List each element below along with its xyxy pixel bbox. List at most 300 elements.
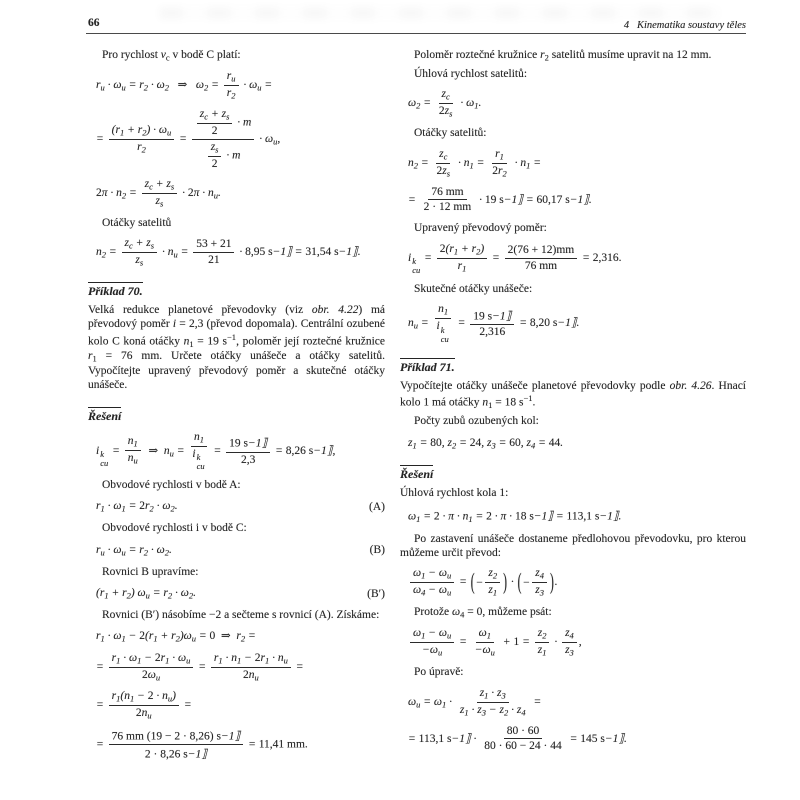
subscript [487,631,491,641]
text-run: −1⟧. [338,246,361,259]
numerator [211,652,291,668]
text-run: = [96,660,107,673]
text-run: = [418,317,432,330]
text-run: · π · [491,510,515,523]
text-run: = [180,698,192,711]
text-run: u [121,82,126,93]
fraction [535,627,550,658]
subscript [570,631,574,641]
text-run: . [554,576,558,589]
numerator [532,567,547,583]
text-run: . [168,543,172,556]
denominator [203,140,244,171]
text-run: n [194,430,200,443]
upright-run [507,725,540,737]
numerator [208,141,222,157]
upright-run [431,186,463,198]
text-run: · ω [240,79,258,92]
text-run: 2 [141,668,148,681]
paragraph [400,221,746,235]
text-run: = [245,738,259,751]
text-run: cu [440,333,449,344]
text-run: 76 mm [524,259,558,272]
text-run: z [488,584,493,597]
text-run: z [565,627,570,640]
math-line [400,507,746,525]
math-line [88,728,385,762]
fraction [109,652,194,683]
text-run: 1 [137,655,142,666]
text-run: ω [413,584,422,597]
text-run: 1 [442,699,447,710]
text-run: · ω [172,587,189,600]
text-run: Poloměr roztečné kružnice [414,49,541,61]
fraction [436,88,456,119]
text-run: r [497,164,503,177]
subscript [171,181,174,191]
text-run: z [210,140,216,153]
text-run: 145 s [580,732,605,745]
text-run: + r [157,630,176,643]
text-run: + r [124,123,143,136]
denominator [535,643,550,658]
text-run: 1 [100,503,105,514]
text-run: u [167,127,172,138]
text-run: · [446,695,455,708]
upright-run [286,445,313,457]
text-run: = 0, můžeme psát: [464,606,552,619]
text-run: Obvodové rychlosti i v bodě C: [102,522,247,535]
text-run: 18 s [514,510,534,523]
paragraph [400,67,746,81]
text-run: z [155,194,161,207]
text-run: −1⟧ [187,748,207,761]
upright-run [424,201,472,213]
text-run: k [196,452,201,463]
upright-run [525,260,557,272]
text-run: = 19 s [193,335,228,348]
math-line [400,567,746,598]
text-run: s [449,108,453,119]
text-run: 76 mm (19 − 2 · 8,26) s [111,730,221,743]
example-heading [88,282,385,299]
denominator [240,668,262,683]
italic-run [452,606,460,618]
superscript [227,332,236,342]
fraction [410,567,454,598]
upright-run [305,246,338,258]
text-run: 19 s [229,437,249,450]
text-run: z [444,105,450,118]
text-run: − [134,689,148,702]
page-number: 66 [88,17,100,29]
text-run: 2 [187,187,194,199]
subscript [521,707,525,717]
text-run: 1 [104,590,109,601]
italic-run [312,304,358,316]
text-run: Pro rychlost [102,49,161,61]
math-line [88,629,385,644]
text-run: Řešení [400,466,434,481]
text-run: r [213,651,219,664]
text-run: r [260,651,265,664]
text-run: = [125,500,140,513]
denominator [410,583,454,598]
text-run: −1⟧ = [533,510,567,523]
text-run: s [150,240,155,251]
text-run: 2 [436,164,443,177]
math-line [400,243,746,276]
denominator [139,668,163,683]
text-run: r [96,543,101,556]
left-column [88,44,388,768]
text-run: 2 [438,105,445,118]
subscript [540,588,544,598]
text-run: π · n [101,187,122,199]
sub-row [100,459,108,468]
text-run: 2 [240,633,246,644]
text-run: cu [412,265,421,276]
math-line [400,436,746,451]
text-run: 1 [133,438,138,449]
text-run: r [495,147,500,160]
text-run: n [183,335,190,348]
subscript [449,109,452,119]
text-run: · [476,193,485,206]
text-run: z [439,147,444,160]
text-run: 3 [539,587,544,598]
sup-sub-stack [412,257,420,275]
paragraph [88,303,388,393]
text-run: = [519,636,533,649]
upright-run [485,194,504,206]
subscript [147,710,151,720]
text-run: · [551,636,561,649]
denominator [434,164,454,179]
text-run: u [213,190,218,201]
numerator [485,567,500,583]
text-run: ) [480,242,485,255]
text-run: (r [111,123,120,136]
text-run: 8,20 s [529,317,558,330]
text-run: r [145,500,150,513]
text-run: · ω [147,79,165,92]
denominator [457,703,529,718]
text-run: ⇒ n [142,444,170,457]
text-run: = [579,251,593,264]
text-run: 2 · 12 mm [423,201,472,214]
numerator [562,627,577,643]
text-run: z [479,686,485,699]
math-line [400,88,746,119]
text-run: 1 [542,647,547,658]
text-run: 4 [421,587,426,598]
text-run: · ω [147,543,165,556]
text-run: 2 [492,570,498,581]
text-run: r [137,140,142,153]
numerator [142,178,178,194]
upright-run [548,436,564,449]
text-run: ω [413,627,422,640]
upright-run [259,738,308,750]
math-line [400,186,746,215]
text-run: 1 [526,160,531,171]
paragraph [88,48,385,63]
fraction [505,244,578,273]
text-run: 2(76 + 12)mm [507,243,575,256]
subscript [502,690,506,700]
fraction [472,627,498,658]
text-run: + z [132,237,151,250]
upright-run [567,511,600,523]
text-run: ( − [522,576,531,589]
text-run: z [442,164,447,177]
numerator [470,308,514,325]
text-run: u [145,590,150,601]
text-run: , z [481,436,492,449]
text-run: = [245,630,256,643]
text-run: 1 [453,246,459,257]
text-run: −1⟧ [248,437,268,450]
math-line [88,690,385,721]
text-run: 80 · 60 − 24 · 44 [484,740,562,753]
upright-run [509,437,521,449]
text-run: 3 [569,647,574,658]
text-run: = [177,246,192,259]
text-run: − [141,651,155,664]
text-run: 2,316 [479,326,506,339]
denominator [419,643,445,658]
text-run: 1 [153,633,158,644]
fraction [122,237,158,268]
denominator [436,104,456,119]
text-run: + r [458,242,477,255]
text-run: − [125,630,140,643]
header-rule [86,33,746,34]
chapter-running-head: 4 Kinematika soustavy těles [623,20,746,31]
upright-run [419,733,452,745]
text-run: 2 [492,164,498,177]
text-run: = [489,251,503,264]
denominator [485,583,500,598]
numerator [122,237,158,253]
subscript [570,648,574,658]
denominator [238,453,258,467]
text-run: −1 [523,392,533,403]
text-run: s [170,181,175,192]
fraction [457,687,529,718]
text-run: = ω [420,695,443,708]
math-line [88,431,385,471]
numerator [410,567,454,583]
text-run: r [540,49,545,61]
paragraph [88,521,385,535]
upright-run [229,438,248,450]
text-run: ) · ω [146,123,168,136]
text-run: 2 [164,547,169,558]
text-run: u [254,672,259,683]
text-run: 2 [204,82,209,93]
text-run: s [160,198,164,209]
text-run: · n [269,651,284,664]
upright-run [430,437,442,449]
text-run: ω [408,510,417,523]
paragraph [400,414,746,428]
math-line [88,586,385,601]
text-run: 1 [474,100,479,111]
text-run: · [236,246,246,259]
subscript [226,112,229,122]
text-run: v bodě C platí: [169,49,241,61]
text-run: · m [234,116,252,129]
upright-run [515,511,534,523]
subscript [186,655,190,665]
text-run: ω [478,627,487,640]
numerator [109,690,179,706]
text-run: 2 [433,510,440,523]
math-line [88,652,385,683]
text-run: 1 [464,707,469,718]
text-run: Upravený převodový poměr: [414,222,547,235]
subscript [446,92,450,102]
text-run: = [421,251,435,264]
numerator [437,243,487,259]
text-run: 2 [254,651,261,664]
fraction [224,70,239,101]
text-run: (r [96,587,105,600]
text-run: u [191,633,197,644]
text-run: n [127,452,134,465]
fraction [197,108,233,138]
text-run: + z [152,177,171,190]
scan-smudge-artifact [160,7,720,19]
text-run: z [144,177,150,190]
text-run: 1 [468,514,473,525]
numerator [428,186,466,201]
text-run: = [208,79,222,92]
subscript [200,434,204,444]
example-heading-text [88,407,121,424]
text-run: = [408,732,419,745]
text-run: + z [208,108,227,121]
fraction [434,148,454,179]
text-run: · ω [104,543,122,556]
text-run: · [179,187,188,199]
text-run: 2 [211,157,218,170]
sup-sub-stack [441,326,449,344]
fraction [211,652,291,683]
text-run: u [447,587,452,598]
text-run: u [147,710,152,721]
text-run: s [139,257,144,268]
text-run: = [418,156,432,169]
text-run: Protože [414,606,453,619]
text-run: = [472,510,487,523]
superscript [524,393,533,403]
paragraph [88,608,385,622]
text-run: Úhlová rychlost satelitů: [414,68,528,81]
text-run: 1 [100,633,105,644]
upright-run [212,125,218,137]
text-run: 44 [548,436,561,449]
text-run: 2 [439,242,446,255]
text-run: c [204,111,209,122]
text-run: 1 [116,655,121,666]
text-run: ω [408,97,417,110]
fraction [434,303,453,343]
fraction [208,141,222,171]
text-run: r [96,500,101,513]
numerator [226,435,270,452]
text-run: z [124,237,129,250]
example-heading [88,407,385,424]
text-run: · [507,576,517,589]
subscript [493,588,497,598]
text-run: u [121,547,126,558]
text-run: 2 [451,440,457,451]
text-run: −1⟧, [313,444,336,457]
text-run: 21 [208,254,220,267]
numerator [125,435,141,451]
text-run: u [273,136,278,147]
text-run: 60 [509,436,521,449]
text-run: 2 [139,630,145,643]
text-run: ⇒ r [215,630,241,643]
text-run: 2 [147,689,154,702]
text-run: 0 [209,630,216,643]
text-run: ω [408,695,417,708]
math-line [400,303,746,343]
text-run: −1⟧ · [451,732,480,745]
text-run: · m [223,149,241,162]
subscript [438,648,442,658]
text-run: k [412,256,416,267]
text-run: 1 [421,570,426,581]
text-run: −ω [422,644,438,657]
text-run: · n [511,156,527,169]
text-run: Rovnici (B′) násobíme −2 a sečteme s rovnicí (A). Získáme: [102,609,380,622]
fraction [437,243,487,274]
subscript [447,631,451,641]
paragraph [88,216,385,230]
text-run: 1 [129,693,135,704]
text-run: r [160,651,166,664]
text-run: −1⟧ [220,730,241,743]
text-run: 3 [491,440,496,451]
numerator [109,124,175,140]
subscript [447,588,451,598]
numerator [492,148,507,164]
text-run: 2 [503,707,509,718]
text-run: 2,3 [241,453,256,466]
numerator [109,652,194,668]
numerator [192,108,255,140]
text-run: 1 [121,633,126,644]
subscript [231,74,235,84]
text-run: · ω [457,97,475,110]
text-run: s [226,111,230,122]
math-line [88,237,385,268]
text-run: i [436,320,440,333]
text-run: · ω [169,651,187,664]
text-run: = [96,738,107,751]
text-run: i [96,444,100,457]
text-run: Příklad 70. [88,284,143,299]
text-run: u [416,699,421,710]
text-run: r [457,259,463,272]
text-run: − ω [425,584,448,597]
text-run: = [96,133,107,146]
